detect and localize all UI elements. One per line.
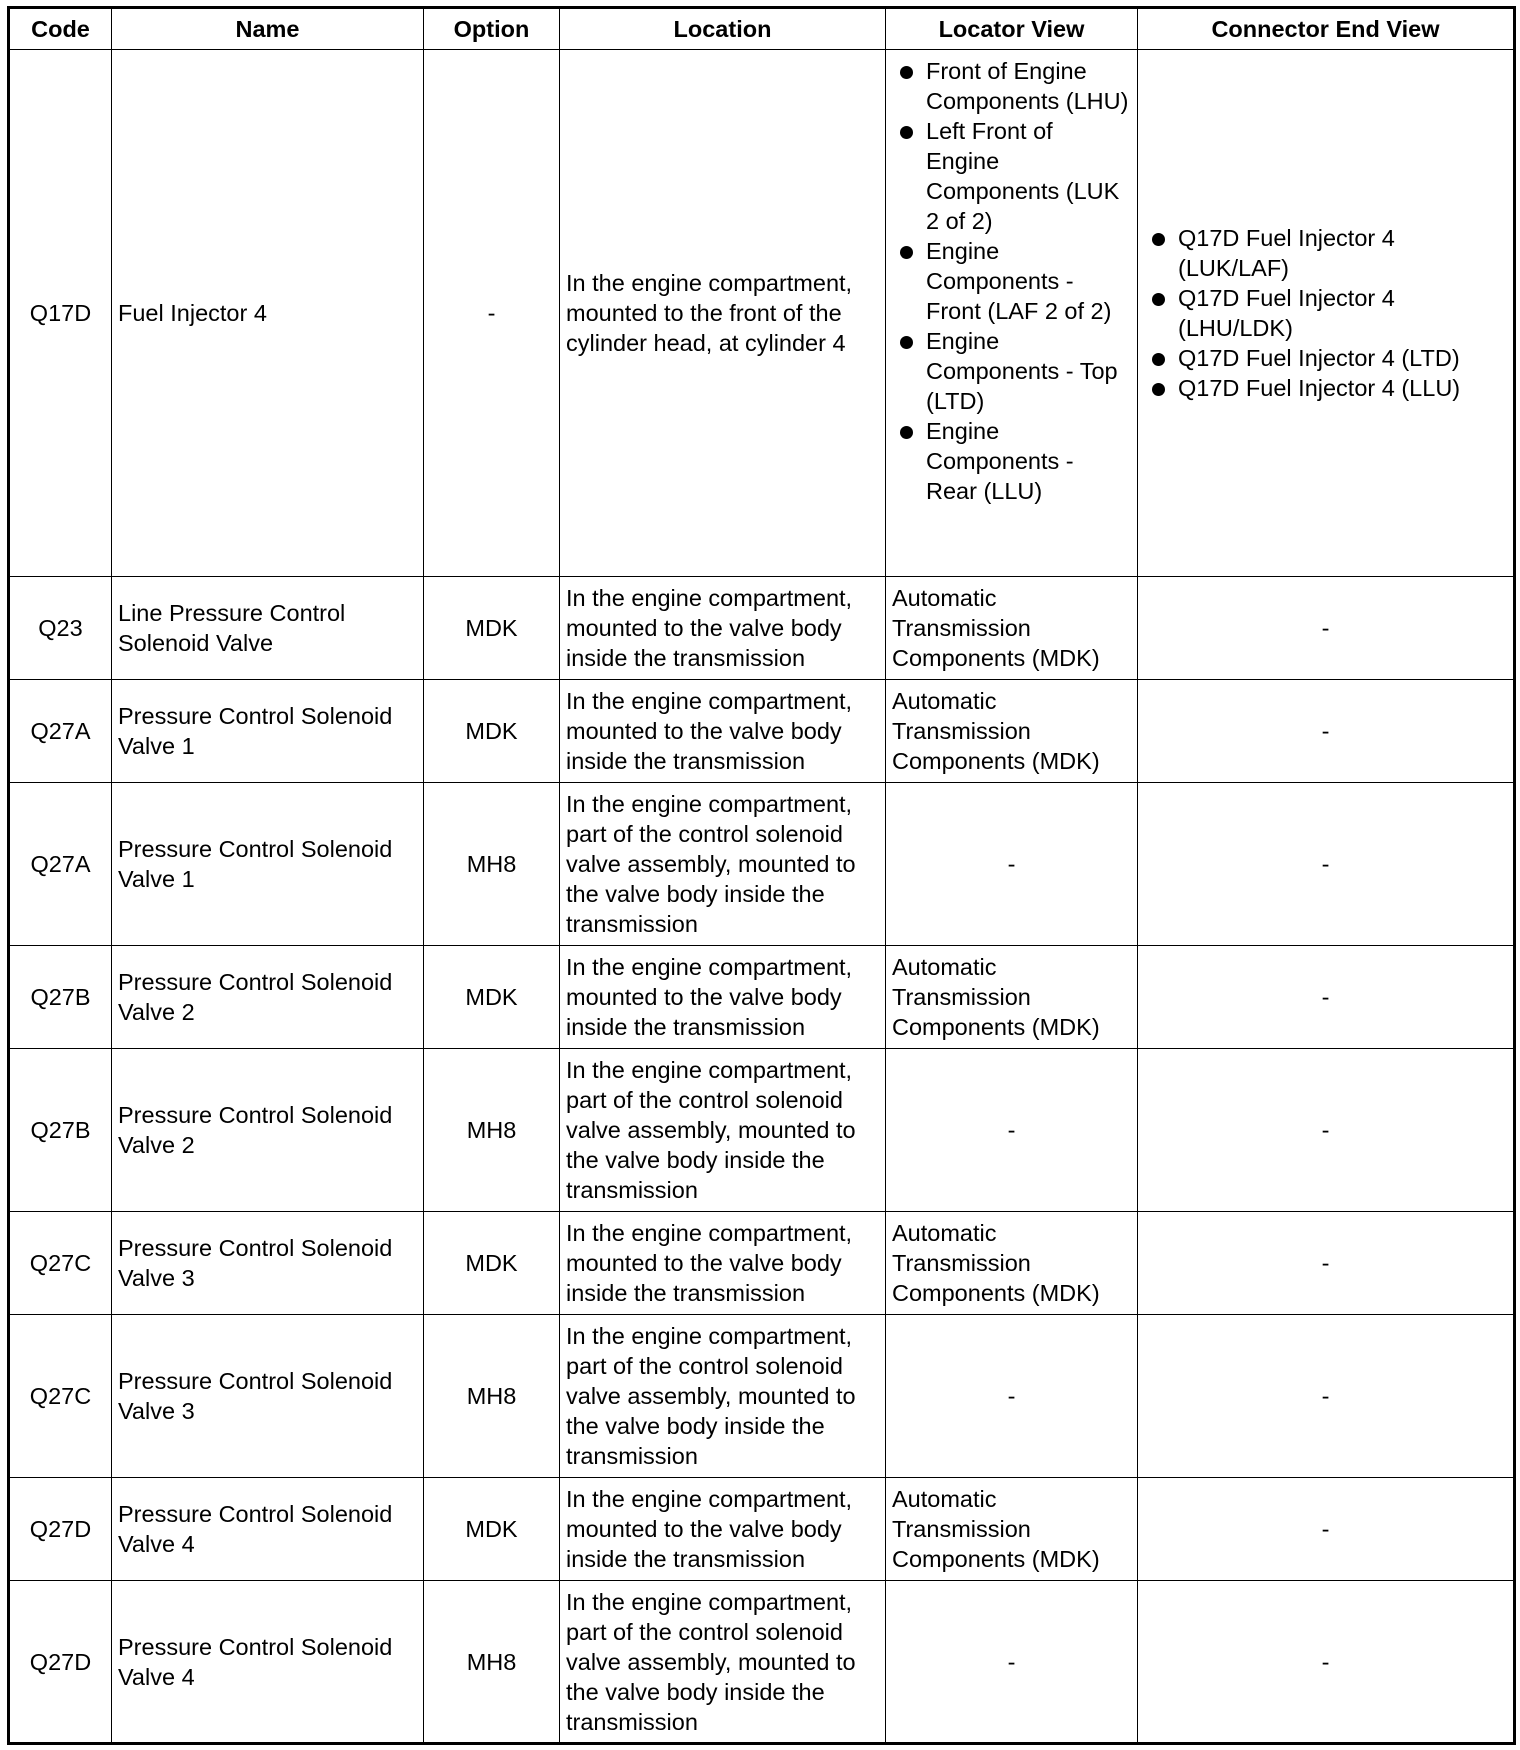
locator-view-cell[interactable]: Automatic Transmission Components (MDK) bbox=[886, 680, 1138, 783]
connector-end-view-cell: - bbox=[1138, 1478, 1515, 1581]
connector-end-view-cell: - bbox=[1138, 1581, 1515, 1744]
table-row bbox=[9, 783, 1515, 946]
name-cell: Pressure Control Solenoid Valve 1 bbox=[112, 680, 424, 783]
header-name: Name bbox=[112, 8, 424, 50]
name-cell: Pressure Control Solenoid Valve 1 bbox=[112, 783, 424, 946]
locator-view-cell: - bbox=[886, 1581, 1138, 1744]
option-cell: MDK bbox=[424, 946, 560, 1049]
connector-end-view-cell: - bbox=[1138, 680, 1515, 783]
list-item[interactable]: Engine Components - Front (LAF 2 of 2) bbox=[892, 236, 1131, 326]
connector-end-view-cell: - bbox=[1138, 783, 1515, 946]
option-cell: MDK bbox=[424, 680, 560, 783]
location-cell: In the engine compartment, mounted to the valve body inside the transmission bbox=[560, 577, 886, 680]
location-cell: In the engine compartment, mounted to the valve body inside the transmission bbox=[560, 680, 886, 783]
connector-end-view-cell: - bbox=[1138, 946, 1515, 1049]
header-option: Option bbox=[424, 8, 560, 50]
list-item[interactable]: Engine Components - Top (LTD) bbox=[892, 326, 1131, 416]
list-item[interactable]: Q17D Fuel Injector 4 (LLU) bbox=[1144, 373, 1507, 403]
table-row bbox=[9, 680, 1515, 783]
list-item[interactable]: Q17D Fuel Injector 4 (LUK/LAF) bbox=[1144, 223, 1507, 283]
component-table bbox=[7, 6, 1516, 1745]
locator-view-cell[interactable]: Automatic Transmission Components (MDK) bbox=[886, 1478, 1138, 1581]
name-cell: Fuel Injector 4 bbox=[112, 50, 424, 577]
name-cell: Pressure Control Solenoid Valve 2 bbox=[112, 1049, 424, 1212]
code-cell: Q27D bbox=[9, 1581, 112, 1744]
name-cell: Line Pressure Control Solenoid Valve bbox=[112, 577, 424, 680]
location-cell: In the engine compartment, mounted to the valve body inside the transmission bbox=[560, 1478, 886, 1581]
list-item[interactable]: Front of Engine Components (LHU) bbox=[892, 56, 1131, 116]
location-cell: In the engine compartment, part of the control solenoid valve assembly, mounted to the valve body inside the transmission bbox=[560, 1049, 886, 1212]
option-cell: MDK bbox=[424, 1212, 560, 1315]
location-cell: In the engine compartment, mounted to the front of the cylinder head, at cylinder 4 bbox=[560, 50, 886, 577]
table-row bbox=[9, 1478, 1515, 1581]
name-cell: Pressure Control Solenoid Valve 2 bbox=[112, 946, 424, 1049]
table-row bbox=[9, 946, 1515, 1049]
code-cell: Q27B bbox=[9, 1049, 112, 1212]
connector-end-view-cell: - bbox=[1138, 1212, 1515, 1315]
table-row bbox=[9, 1581, 1515, 1744]
option-cell: MH8 bbox=[424, 1581, 560, 1744]
header-locator-view: Locator View bbox=[886, 8, 1138, 50]
locator-view-cell: - bbox=[886, 1049, 1138, 1212]
list-item[interactable]: Q17D Fuel Injector 4 (LHU/LDK) bbox=[1144, 283, 1507, 343]
connector-end-view-cell: - bbox=[1138, 577, 1515, 680]
connector-end-view-cell: - bbox=[1138, 1049, 1515, 1212]
table-row bbox=[9, 1212, 1515, 1315]
connector-end-view-cell: - bbox=[1138, 1315, 1515, 1478]
list-item[interactable]: Left Front of Engine Components (LUK 2 of 2) bbox=[892, 116, 1131, 236]
header-connector-end-view: Connector End View bbox=[1138, 8, 1515, 50]
header-location: Location bbox=[560, 8, 886, 50]
name-cell: Pressure Control Solenoid Valve 4 bbox=[112, 1581, 424, 1744]
locator-view-cell: - bbox=[886, 1315, 1138, 1478]
locator-view-cell[interactable]: Automatic Transmission Components (MDK) bbox=[886, 577, 1138, 680]
table-row bbox=[9, 50, 1515, 577]
name-cell: Pressure Control Solenoid Valve 4 bbox=[112, 1478, 424, 1581]
locator-view-cell: - bbox=[886, 783, 1138, 946]
option-cell: MH8 bbox=[424, 783, 560, 946]
code-cell: Q17D bbox=[9, 50, 112, 577]
location-cell: In the engine compartment, part of the control solenoid valve assembly, mounted to the valve body inside the transmission bbox=[560, 1581, 886, 1744]
code-cell: Q27C bbox=[9, 1315, 112, 1478]
name-cell: Pressure Control Solenoid Valve 3 bbox=[112, 1315, 424, 1478]
list-item[interactable]: Q17D Fuel Injector 4 (LTD) bbox=[1144, 343, 1507, 373]
option-cell: MH8 bbox=[424, 1315, 560, 1478]
code-cell: Q27A bbox=[9, 783, 112, 946]
location-cell: In the engine compartment, mounted to the valve body inside the transmission bbox=[560, 1212, 886, 1315]
locator-list bbox=[892, 52, 1131, 506]
code-cell: Q27C bbox=[9, 1212, 112, 1315]
location-cell: In the engine compartment, part of the control solenoid valve assembly, mounted to the valve body inside the transmission bbox=[560, 1315, 886, 1478]
header-row bbox=[9, 8, 1515, 50]
option-cell: MDK bbox=[424, 1478, 560, 1581]
option-cell: MDK bbox=[424, 577, 560, 680]
location-cell: In the engine compartment, mounted to the valve body inside the transmission bbox=[560, 946, 886, 1049]
connector-list bbox=[1144, 223, 1507, 403]
locator-view-cell bbox=[886, 50, 1138, 577]
header-code: Code bbox=[9, 8, 112, 50]
option-cell: - bbox=[424, 50, 560, 577]
list-item[interactable]: Engine Components - Rear (LLU) bbox=[892, 416, 1131, 506]
code-cell: Q27D bbox=[9, 1478, 112, 1581]
table-body bbox=[9, 50, 1515, 1744]
location-cell: In the engine compartment, part of the control solenoid valve assembly, mounted to the valve body inside the transmission bbox=[560, 783, 886, 946]
locator-view-cell[interactable]: Automatic Transmission Components (MDK) bbox=[886, 1212, 1138, 1315]
table-row bbox=[9, 577, 1515, 680]
table-row bbox=[9, 1315, 1515, 1478]
code-cell: Q27B bbox=[9, 946, 112, 1049]
table-row bbox=[9, 1049, 1515, 1212]
code-cell: Q27A bbox=[9, 680, 112, 783]
option-cell: MH8 bbox=[424, 1049, 560, 1212]
name-cell: Pressure Control Solenoid Valve 3 bbox=[112, 1212, 424, 1315]
connector-end-view-cell bbox=[1138, 50, 1515, 577]
locator-view-cell[interactable]: Automatic Transmission Components (MDK) bbox=[886, 946, 1138, 1049]
code-cell: Q23 bbox=[9, 577, 112, 680]
